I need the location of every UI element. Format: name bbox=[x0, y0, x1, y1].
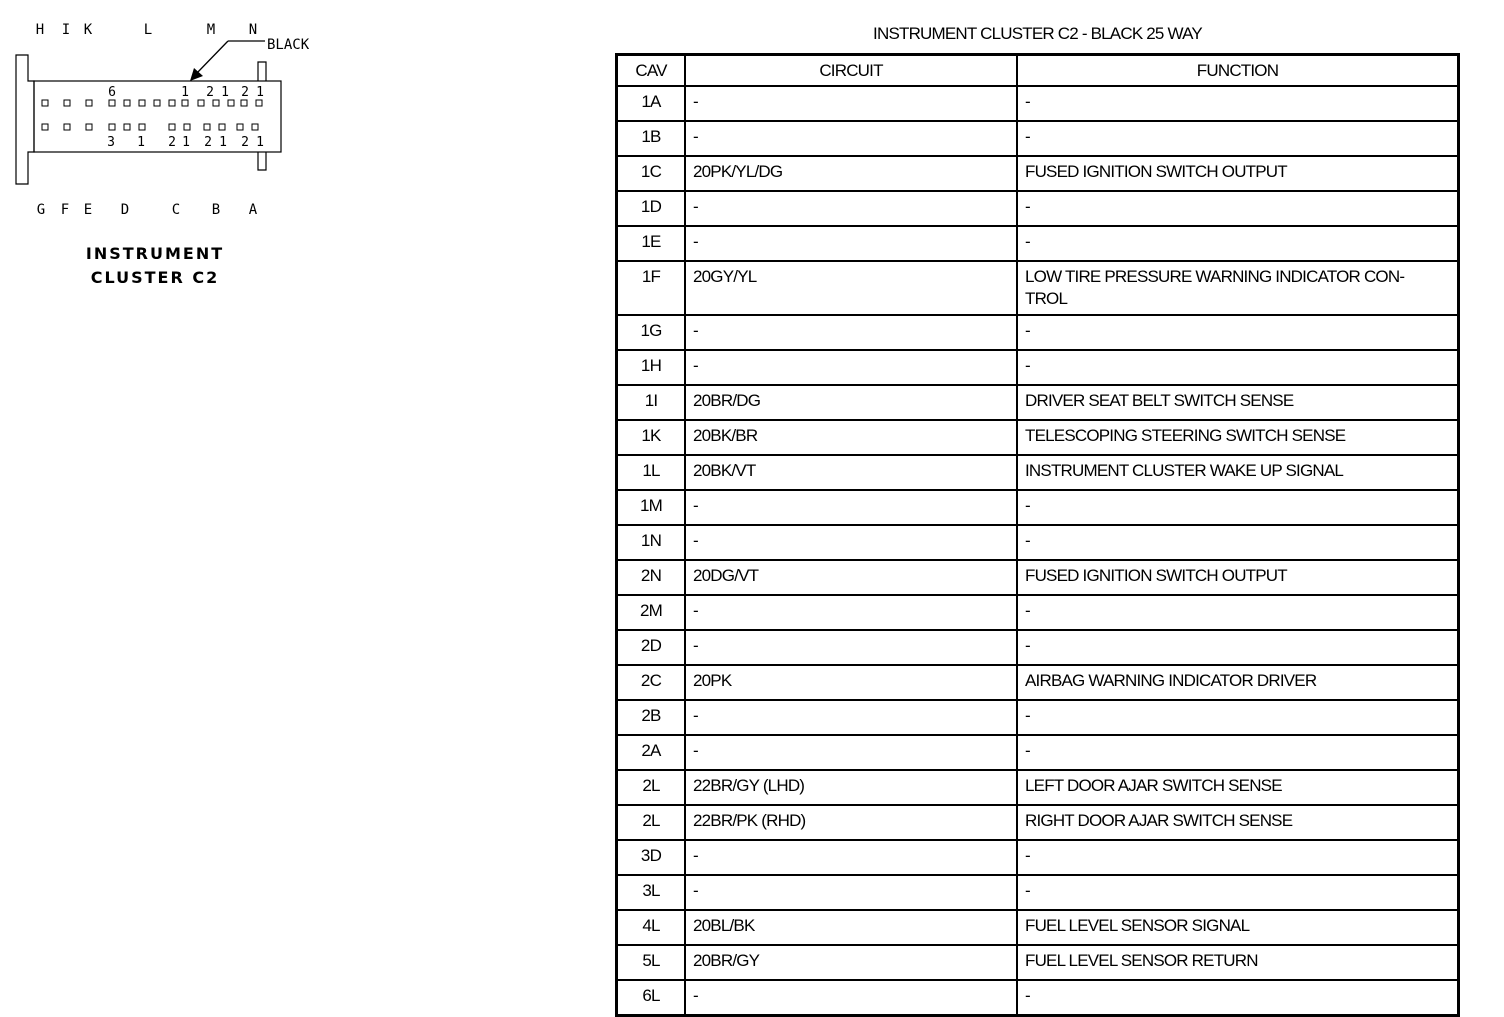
cell-function bbox=[1017, 980, 1459, 1016]
function-line: - bbox=[1025, 356, 1030, 375]
function-line: - bbox=[1025, 531, 1030, 550]
cell-cav: 3L bbox=[617, 875, 686, 910]
header-cav: CAV bbox=[617, 55, 686, 87]
table-header-row bbox=[617, 55, 1459, 87]
connector-bottom-letters bbox=[37, 202, 258, 218]
cell-cav: 1L bbox=[617, 455, 686, 490]
connector-letter: L bbox=[143, 22, 153, 38]
pin-number: 1 bbox=[219, 135, 227, 150]
table-row bbox=[617, 86, 1459, 121]
cell-function bbox=[1017, 86, 1459, 121]
cell-circuit: - bbox=[685, 315, 1017, 350]
function-line: - bbox=[1025, 601, 1030, 620]
cell-cav: 2L bbox=[617, 770, 686, 805]
pin-number: 2 bbox=[206, 85, 214, 100]
pin-number: 1 bbox=[182, 135, 190, 150]
connector-letter: I bbox=[61, 22, 71, 38]
function-line: - bbox=[1025, 92, 1030, 111]
connector-letter: N bbox=[248, 22, 258, 38]
cell-cav: 1E bbox=[617, 226, 686, 261]
connector-top-letters bbox=[36, 22, 257, 38]
connector-bottom-row-numbers bbox=[107, 135, 264, 150]
cell-circuit: 20BK/VT bbox=[685, 455, 1017, 490]
connector-letter: A bbox=[248, 202, 258, 218]
cell-circuit: 22BR/PK (RHD) bbox=[685, 805, 1017, 840]
cell-cav: 2L bbox=[617, 805, 686, 840]
function-line: TROL bbox=[1025, 289, 1068, 308]
table-row bbox=[617, 770, 1459, 805]
cell-function bbox=[1017, 121, 1459, 156]
pin-cavity bbox=[241, 100, 247, 106]
cell-function bbox=[1017, 525, 1459, 560]
connector-right-tab bbox=[258, 152, 266, 170]
table-body bbox=[617, 86, 1459, 1016]
cell-function bbox=[1017, 261, 1459, 315]
pin-cavity bbox=[124, 100, 130, 106]
cell-function bbox=[1017, 770, 1459, 805]
cell-circuit: 20BR/GY bbox=[685, 945, 1017, 980]
table-row bbox=[617, 420, 1459, 455]
pin-cavity bbox=[169, 100, 175, 106]
connector-right-tab bbox=[258, 62, 266, 81]
cell-function bbox=[1017, 560, 1459, 595]
cell-circuit: - bbox=[685, 525, 1017, 560]
pin-cavity bbox=[213, 100, 219, 106]
cell-cav: 2D bbox=[617, 630, 686, 665]
connector-top-row-numbers bbox=[108, 85, 264, 100]
function-line: RIGHT DOOR AJAR SWITCH SENSE bbox=[1025, 811, 1293, 830]
cell-circuit: - bbox=[685, 350, 1017, 385]
function-line: - bbox=[1025, 496, 1030, 515]
table-row bbox=[617, 226, 1459, 261]
table-row bbox=[617, 910, 1459, 945]
pinout-table bbox=[615, 53, 1460, 1017]
cell-cav: 2B bbox=[617, 700, 686, 735]
table-row bbox=[617, 121, 1459, 156]
table-row bbox=[617, 630, 1459, 665]
cell-cav: 5L bbox=[617, 945, 686, 980]
connector-letter: H bbox=[35, 22, 45, 38]
function-line: AIRBAG WARNING INDICATOR DRIVER bbox=[1025, 671, 1317, 690]
connector-letter: K bbox=[83, 22, 93, 38]
cell-function bbox=[1017, 226, 1459, 261]
table-row bbox=[617, 595, 1459, 630]
function-line: FUSED IGNITION SWITCH OUTPUT bbox=[1025, 162, 1287, 181]
function-line: LOW TIRE PRESSURE WARNING INDICATOR CON- bbox=[1025, 267, 1405, 286]
header-circuit: CIRCUIT bbox=[685, 55, 1017, 87]
pin-number: 3 bbox=[107, 135, 115, 150]
cell-circuit: - bbox=[685, 121, 1017, 156]
cell-circuit: 20DG/VT bbox=[685, 560, 1017, 595]
leader-line bbox=[196, 41, 228, 74]
pin-cavity bbox=[42, 124, 48, 130]
cell-cav: 1C bbox=[617, 156, 686, 191]
cell-cav: 1K bbox=[617, 420, 686, 455]
function-line: DRIVER SEAT BELT SWITCH SENSE bbox=[1025, 391, 1294, 410]
cell-cav: 1G bbox=[617, 315, 686, 350]
pin-cavity bbox=[124, 124, 130, 130]
table-row bbox=[617, 261, 1459, 315]
cell-function bbox=[1017, 156, 1459, 191]
table-row bbox=[617, 191, 1459, 226]
function-line: FUSED IGNITION SWITCH OUTPUT bbox=[1025, 566, 1287, 585]
cell-function bbox=[1017, 910, 1459, 945]
cell-function bbox=[1017, 700, 1459, 735]
pin-cavity bbox=[154, 100, 160, 106]
pin-cavity bbox=[64, 100, 70, 106]
pin-cavity bbox=[139, 100, 145, 106]
cell-function bbox=[1017, 665, 1459, 700]
table-row bbox=[617, 525, 1459, 560]
table-row bbox=[617, 700, 1459, 735]
cell-circuit: - bbox=[685, 191, 1017, 226]
cell-circuit: - bbox=[685, 86, 1017, 121]
connector-left-latch bbox=[16, 55, 34, 184]
cell-cav: 1M bbox=[617, 490, 686, 525]
cell-circuit: 20GY/YL bbox=[685, 261, 1017, 315]
cell-function bbox=[1017, 735, 1459, 770]
table-row bbox=[617, 805, 1459, 840]
cell-circuit: - bbox=[685, 840, 1017, 875]
table-row bbox=[617, 350, 1459, 385]
pin-cavity bbox=[42, 100, 48, 106]
function-line: - bbox=[1025, 636, 1030, 655]
cell-function bbox=[1017, 385, 1459, 420]
cell-cav: 2N bbox=[617, 560, 686, 595]
cell-circuit: - bbox=[685, 735, 1017, 770]
cell-function bbox=[1017, 350, 1459, 385]
function-line: TELESCOPING STEERING SWITCH SENSE bbox=[1025, 426, 1346, 445]
cell-function bbox=[1017, 455, 1459, 490]
function-line: FUEL LEVEL SENSOR RETURN bbox=[1025, 951, 1258, 970]
cell-circuit: 20PK bbox=[685, 665, 1017, 700]
cell-cav: 1N bbox=[617, 525, 686, 560]
pin-number: 1 bbox=[256, 135, 264, 150]
table-row bbox=[617, 735, 1459, 770]
cell-cav: 2M bbox=[617, 595, 686, 630]
function-line: - bbox=[1025, 321, 1030, 340]
cell-cav: 1I bbox=[617, 385, 686, 420]
table-row bbox=[617, 980, 1459, 1016]
cell-circuit: - bbox=[685, 490, 1017, 525]
cell-function bbox=[1017, 315, 1459, 350]
connector-diagram bbox=[0, 0, 330, 300]
table-row bbox=[617, 156, 1459, 191]
table-row bbox=[617, 455, 1459, 490]
function-line: - bbox=[1025, 741, 1030, 760]
connector-color-label: BLACK bbox=[267, 37, 310, 53]
cell-function bbox=[1017, 945, 1459, 980]
function-line: - bbox=[1025, 986, 1030, 1005]
pin-number: 1 bbox=[221, 85, 229, 100]
pin-cavity bbox=[109, 124, 115, 130]
pin-number: 2 bbox=[241, 135, 249, 150]
cell-cav: 1F bbox=[617, 261, 686, 315]
cell-function bbox=[1017, 875, 1459, 910]
cell-circuit: 20BR/DG bbox=[685, 385, 1017, 420]
cell-circuit: - bbox=[685, 595, 1017, 630]
cell-function bbox=[1017, 840, 1459, 875]
cell-circuit: 20BL/BK bbox=[685, 910, 1017, 945]
pin-cavity bbox=[182, 100, 188, 106]
pin-cavity bbox=[256, 100, 262, 106]
pin-cavity bbox=[109, 100, 115, 106]
pin-number: 2 bbox=[204, 135, 212, 150]
cell-circuit: 20BK/BR bbox=[685, 420, 1017, 455]
connector-title-line1: INSTRUMENT bbox=[85, 244, 225, 263]
connector-letter: F bbox=[60, 202, 70, 218]
cell-cav: 3D bbox=[617, 840, 686, 875]
function-line: FUEL LEVEL SENSOR SIGNAL bbox=[1025, 916, 1250, 935]
function-line: - bbox=[1025, 232, 1030, 251]
connector-letter: G bbox=[36, 202, 46, 218]
function-line: - bbox=[1025, 881, 1030, 900]
cell-cav: 2A bbox=[617, 735, 686, 770]
table-row bbox=[617, 385, 1459, 420]
connector-letter: E bbox=[83, 202, 93, 218]
cell-cav: 1D bbox=[617, 191, 686, 226]
pin-cavity bbox=[64, 124, 70, 130]
pin-cavity bbox=[86, 100, 92, 106]
pin-cavity bbox=[184, 124, 190, 130]
connector-letter: D bbox=[120, 202, 130, 218]
cell-function bbox=[1017, 805, 1459, 840]
pin-cavity bbox=[139, 124, 145, 130]
cell-circuit: - bbox=[685, 630, 1017, 665]
function-line: - bbox=[1025, 197, 1030, 216]
function-line: - bbox=[1025, 706, 1030, 725]
pin-number: 1 bbox=[256, 85, 264, 100]
header-function: FUNCTION bbox=[1017, 55, 1459, 87]
pin-cavity bbox=[169, 124, 175, 130]
cell-cav: 2C bbox=[617, 665, 686, 700]
cell-cav: 4L bbox=[617, 910, 686, 945]
connector-bottom-row-pins bbox=[42, 124, 258, 130]
pin-number: 1 bbox=[137, 135, 145, 150]
pin-number: 2 bbox=[168, 135, 176, 150]
cell-function bbox=[1017, 420, 1459, 455]
cell-cav: 1B bbox=[617, 121, 686, 156]
cell-circuit: - bbox=[685, 980, 1017, 1016]
function-line: - bbox=[1025, 846, 1030, 865]
table-title: INSTRUMENT CLUSTER C2 - BLACK 25 WAY bbox=[873, 24, 1202, 43]
cell-circuit: 22BR/GY (LHD) bbox=[685, 770, 1017, 805]
function-line: LEFT DOOR AJAR SWITCH SENSE bbox=[1025, 776, 1282, 795]
connector-letter: C bbox=[171, 202, 181, 218]
table-row bbox=[617, 665, 1459, 700]
pin-cavity bbox=[198, 100, 204, 106]
function-line: INSTRUMENT CLUSTER WAKE UP SIGNAL bbox=[1025, 461, 1344, 480]
cell-cav: 6L bbox=[617, 980, 686, 1016]
pin-cavity bbox=[252, 124, 258, 130]
table-row bbox=[617, 490, 1459, 525]
arrow-head-icon bbox=[190, 68, 203, 81]
cell-cav: 1A bbox=[617, 86, 686, 121]
function-line: - bbox=[1025, 127, 1030, 146]
pin-cavity bbox=[204, 124, 210, 130]
pin-number: 1 bbox=[181, 85, 189, 100]
table-row bbox=[617, 315, 1459, 350]
cell-function bbox=[1017, 595, 1459, 630]
table-row bbox=[617, 560, 1459, 595]
cell-function bbox=[1017, 191, 1459, 226]
cell-circuit: 20PK/YL/DG bbox=[685, 156, 1017, 191]
pin-number: 2 bbox=[241, 85, 249, 100]
pin-cavity bbox=[237, 124, 243, 130]
table-row bbox=[617, 840, 1459, 875]
connector-letter: B bbox=[211, 202, 221, 218]
cell-circuit: - bbox=[685, 226, 1017, 261]
cell-function bbox=[1017, 630, 1459, 665]
cell-circuit: - bbox=[685, 700, 1017, 735]
table-row bbox=[617, 945, 1459, 980]
connector-title-line2: CLUSTER C2 bbox=[90, 268, 220, 287]
cell-cav: 1H bbox=[617, 350, 686, 385]
pin-cavity bbox=[228, 100, 234, 106]
pin-cavity bbox=[86, 124, 92, 130]
connector-top-row-pins bbox=[42, 100, 262, 106]
pin-cavity bbox=[219, 124, 225, 130]
cell-circuit: - bbox=[685, 875, 1017, 910]
pin-number: 6 bbox=[108, 85, 116, 100]
connector-letter: M bbox=[206, 22, 216, 38]
table-row bbox=[617, 875, 1459, 910]
cell-function bbox=[1017, 490, 1459, 525]
